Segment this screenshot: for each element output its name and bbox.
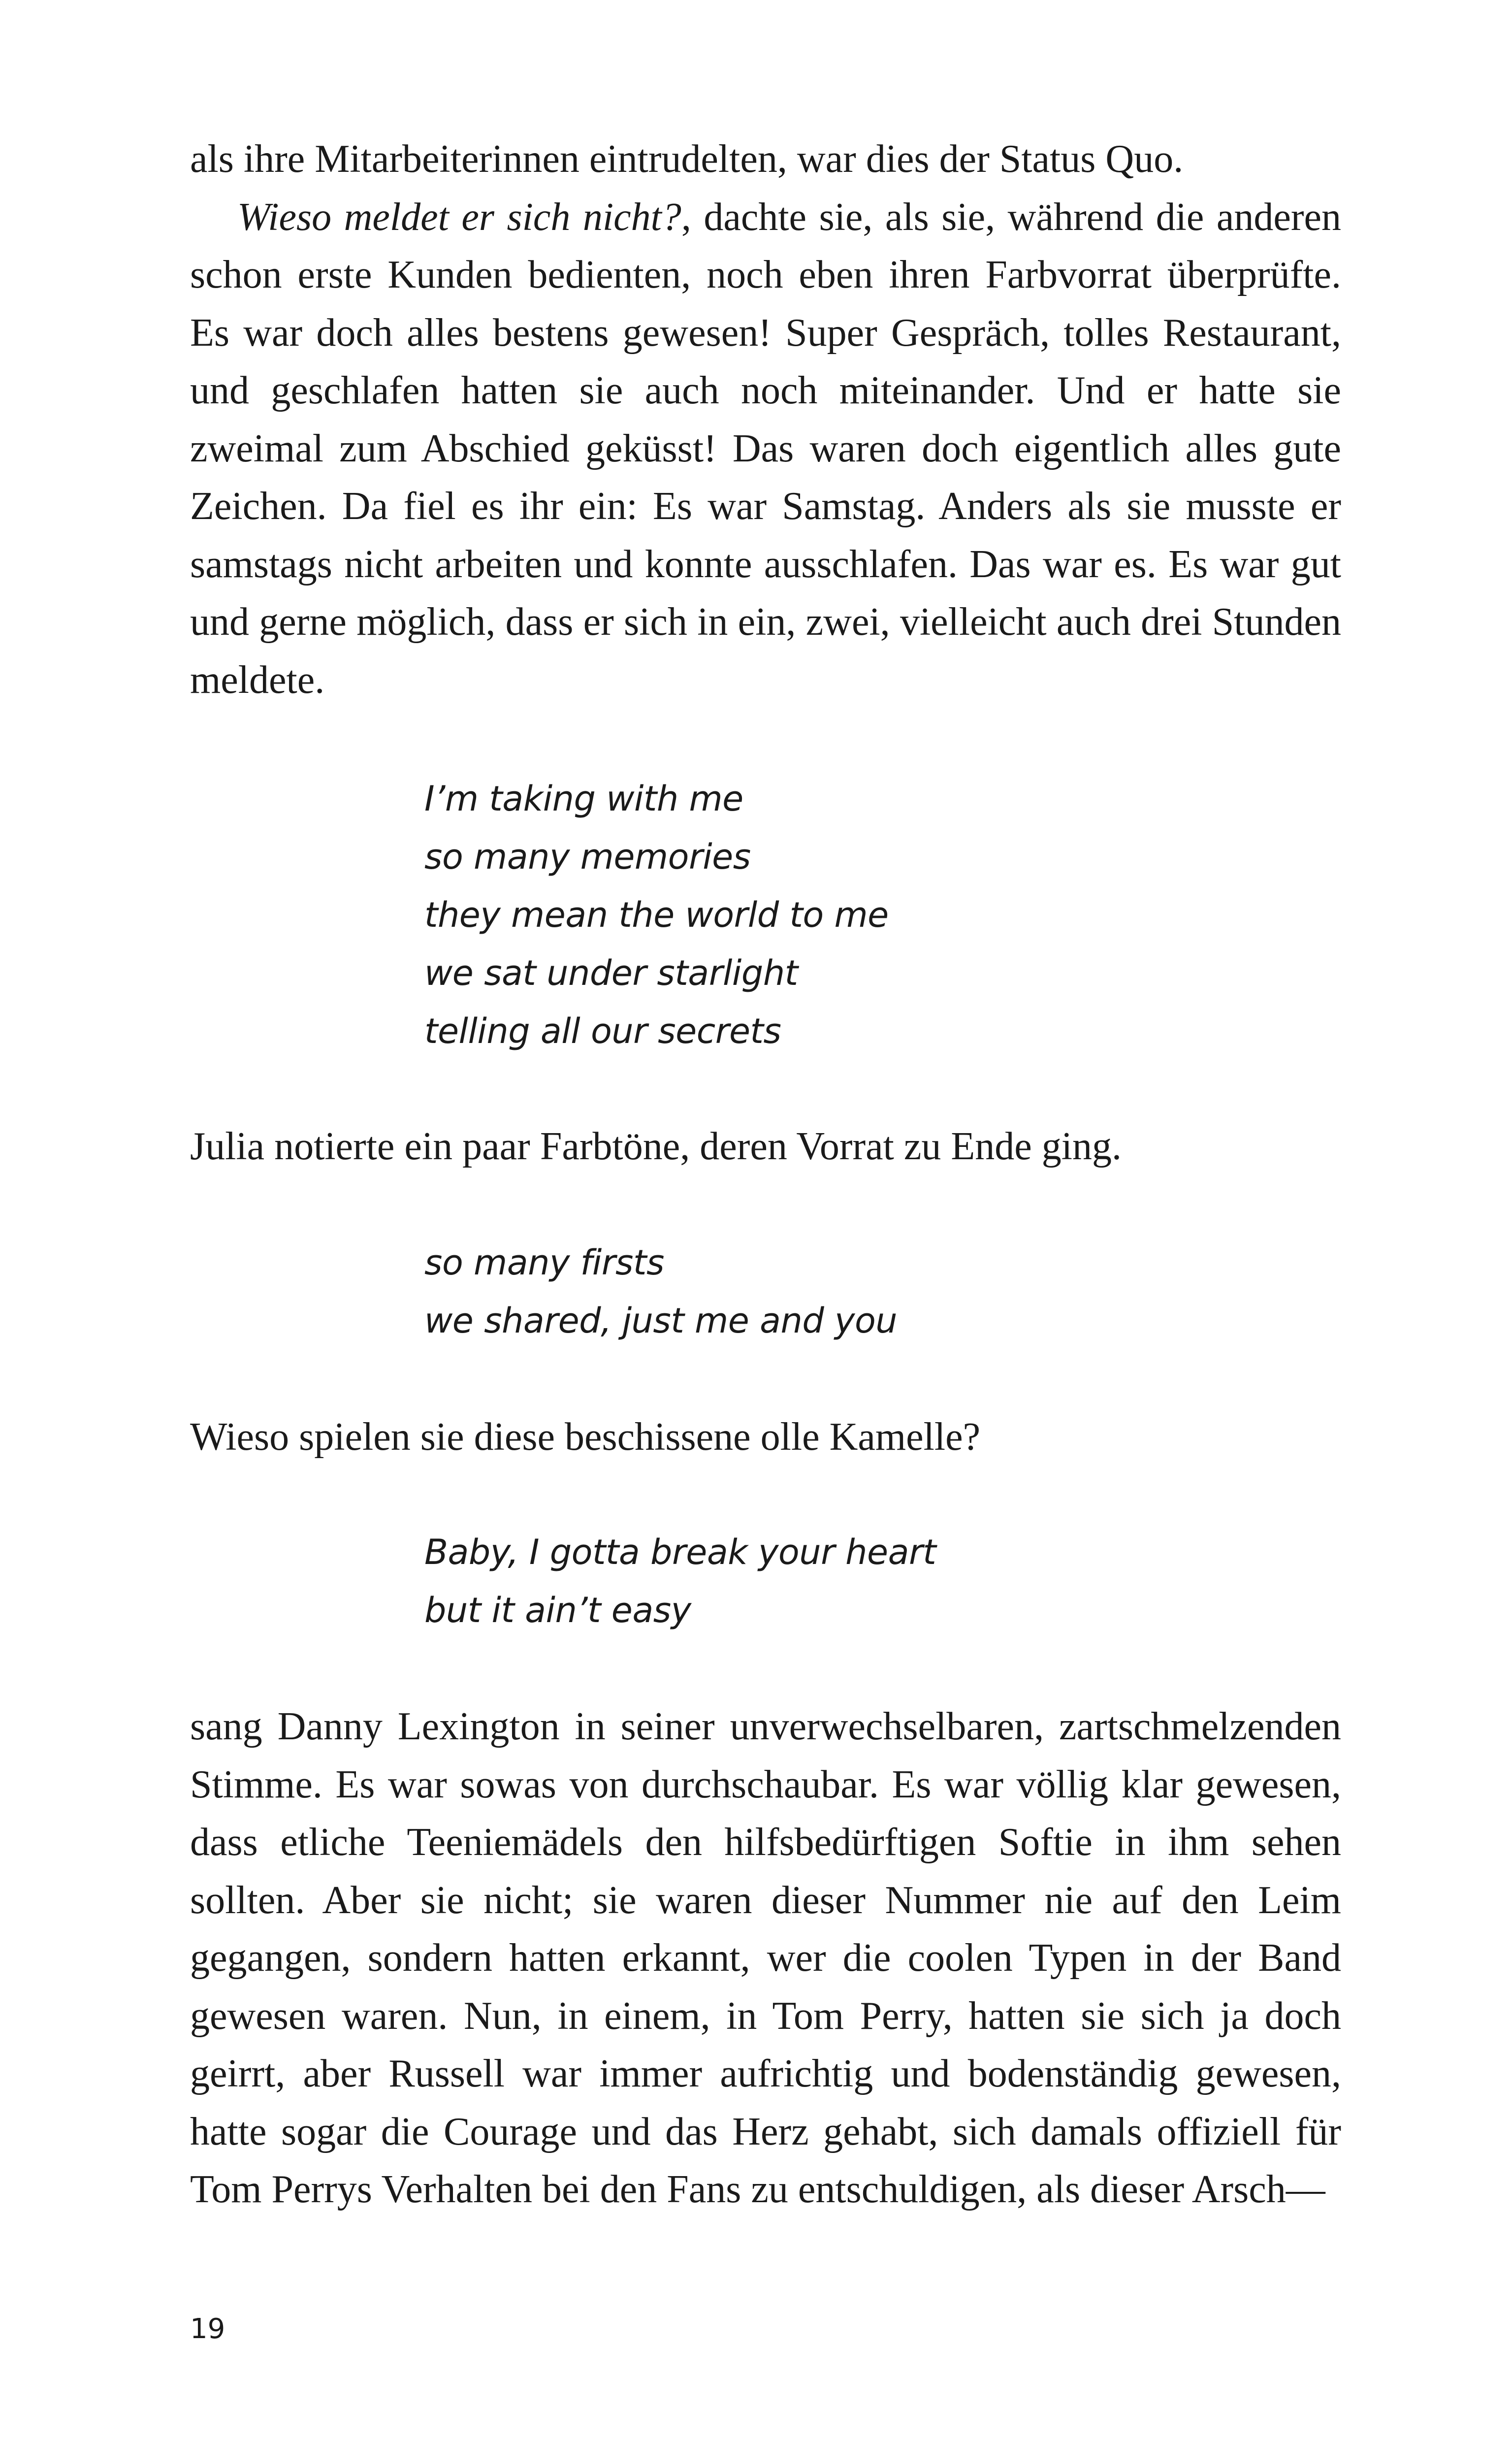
paragraph-danny-lexington: sang Danny Lexington in seiner unverwechselbaren, zartschmelzenden Stimme. Es war sowas von durchschaubar. Es war völlig klar gewesen, dass etliche Teeniemädels den hilfsbedürftigen Softie in ihm sehen sollten. Aber sie nicht; sie waren dieser Nummer nie auf den Leim gegangen, sondern hatten erkannt, wer die coolen Typen in der Band gewesen waren. Nun, in einem, in Tom Perry, hatten sie sich ja doch geirrt, aber Russell war immer aufrichtig und bodenständig gewesen, hatte sogar die Courage und das Herz gehabt, sich damals offiziell für Tom Perrys Verhalten bei den Fans zu entschuldigen, als dieser Arsch—: [190, 1705, 1341, 2211]
opening-text-block: [190, 130, 1341, 709]
lyric-line: I’m taking with me: [424, 779, 743, 819]
lyric-line: so many memories: [424, 837, 751, 877]
italic-thought: Wieso meldet er sich nicht?: [237, 195, 681, 239]
lyric-line: but it ain’t easy: [424, 1590, 691, 1630]
paragraph-wieso-meldet: [190, 189, 1341, 710]
page-number: 19: [190, 2313, 225, 2345]
paragraph-status-quo: als ihre Mitarbeiterinnen eintrudelten, war dies der Status Quo.: [190, 137, 1184, 181]
lyrics-block-3: [424, 1523, 1311, 1639]
paragraph-body: , dachte sie, als sie, während die anderen schon erste Kunden bedienten, noch eben ihren Farbvorrat überprüfte. Es war doch alles bestens gewesen! Super Gespräch, tolles Restaurant, und geschlafen hatten sie auch noch miteinander. Und er hatte sie zweimal zum Abschied geküsst! Das waren doch eigentlich alles gute Zeichen. Da fiel es ihr ein: Es war Samstag. Anders als sie musste er samstags nicht arbeiten und konnte ausschlafen. Das war es. Es war gut und gerne möglich, dass er sich in ein, zwei, vielleicht auch drei Stunden meldete.: [190, 195, 1341, 702]
lyric-line: they mean the world to me: [424, 895, 889, 935]
line-wieso: Wieso spielen sie diese beschissene olle Kamelle?: [190, 1415, 981, 1459]
line-julia: Julia notierte ein paar Farbtöne, deren Vorrat zu Ende ging.: [190, 1125, 1122, 1168]
lyric-line: Baby, I gotta break your heart: [424, 1532, 936, 1572]
lyric-line: telling all our secrets: [424, 1011, 781, 1051]
lyric-line: we sat under starlight: [424, 953, 798, 993]
lyric-line: we shared, just me and you: [424, 1301, 898, 1341]
closing-text-block: [190, 1698, 1341, 2219]
lyric-line: so many firsts: [424, 1242, 664, 1283]
lyrics-block-1: [424, 770, 1311, 1060]
lyrics-block-2: [424, 1234, 1311, 1350]
